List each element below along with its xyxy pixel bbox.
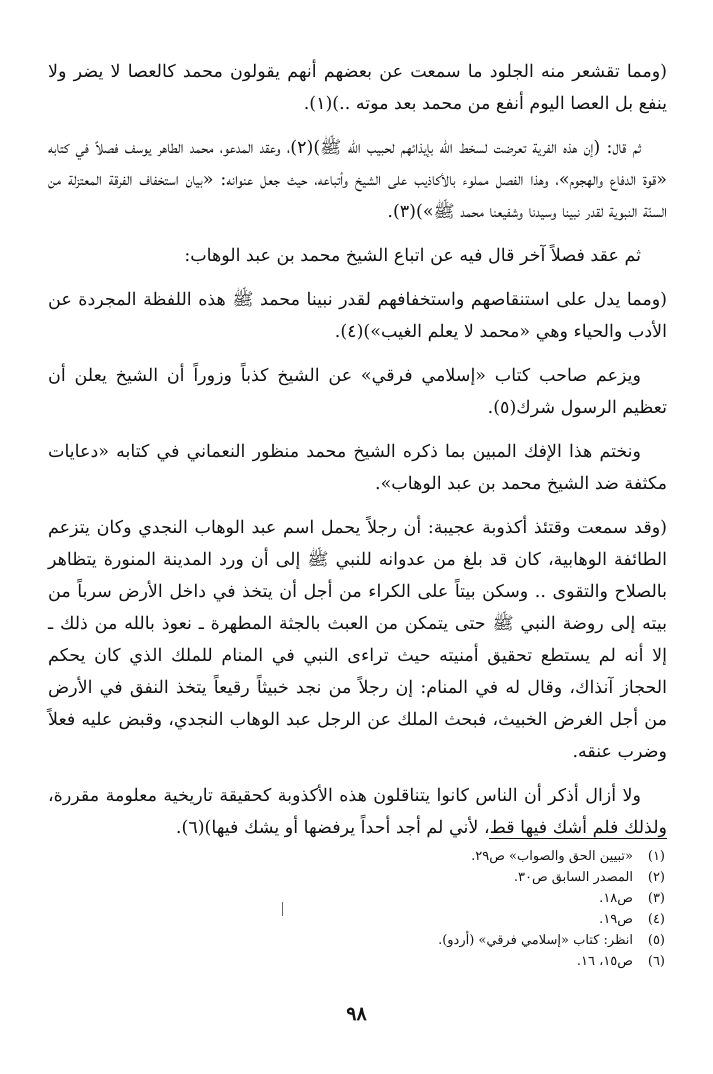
footnote-number: (٢) bbox=[647, 870, 665, 885]
footnote-text: ص١٨. bbox=[599, 891, 633, 906]
paragraph-2: ثم قال: (إن هذه الفرية تعرضت لسخط الله بإيذائهم لحبيب الله ﷺ)(٢)، وعقد المدعو، محمد الطاهر يوسف فصلاً في كتابه «قوة الدفاع والهجوم»، وهذا الفصل مملوء بالأكاذيب على الشيخ وأتباعه، حيث جعل عنوانه: «بيان استخفاف الفرقة المعتزلة من السنّة النبوية لقدر نبينا وسيدنا وشفيعنا محمد ﷺ»)(٣). bbox=[48, 138, 667, 222]
footnote-item bbox=[200, 951, 665, 972]
scan-artifact bbox=[282, 902, 283, 916]
footnote-item bbox=[200, 888, 665, 909]
footnote-number: (١) bbox=[647, 849, 665, 864]
footnote-number: (٥) bbox=[647, 933, 665, 948]
paragraph-8: ولا أزال أذكر أن الناس كانوا يتناقلون هذه الأكذوبة كحقيقة تاريخية معلومة مقررة، ولذلك فلم أشك فيها قط، لأني لم أجد أحداً يرفضها أو يشك فيها)(٦). bbox=[48, 786, 667, 838]
paragraph-4: (ومما يدل على استنقاصهم واستخفافهم لقدر نبينا محمد ﷺ هذه اللفظة المجردة عن الأدب والحياء وهي «محمد لا يعلم الغيب»)(٤). bbox=[48, 290, 667, 342]
footnote-number: (٦) bbox=[647, 954, 665, 969]
footnote-item bbox=[200, 930, 665, 951]
paragraph-3: ثم عقد فصلاً آخر قال فيه عن اتباع الشيخ محمد بن عبد الوهاب: bbox=[184, 246, 641, 266]
footnote-item bbox=[200, 846, 665, 867]
footnote-number: (٤) bbox=[647, 912, 665, 927]
page-number: ٩٨ bbox=[346, 1003, 367, 1025]
footnote-item bbox=[200, 867, 665, 888]
footnote-item bbox=[200, 909, 665, 930]
paragraph-6: ونختم هذا الإفك المبين بما ذكره الشيخ محمد منظور النعماني في كتابه «دعايات مكثفة ضد الشيخ محمد بن عبد الوهاب». bbox=[48, 442, 667, 494]
paragraph-7: (وقد سمعت وقتئذ أكذوبة عجيبة: أن رجلاً يحمل اسم عبد الوهاب النجدي وكان يتزعم الطائفة الوهابية، كان قد بلغ من عدوانه للنبي ﷺ إلى أن ورد المدينة المنورة يتظاهر بالصلاح والتقوى .. وسكن بيتاً على الكراء من أجل أن يتخذ في داخل الأرض سرباً من بيته إلى روضة النبي ﷺ حتى يتمكن من العبث بالجثة المطهرة ـ نعوذ بالله من ذلك ـ إلا أنه لم يستطع تحقيق أمنيته حيث تراءى النبي في المنام للملك الذي كان يحكم الحجاز آنذاك، وقال له في المنام: إن رجلاً من نجد خبيثاً رقيعاً يتخذ النفق في الأرض من أجل الغرض الخبيث، فبحث الملك عن الرجل عبد الوهاب النجدي، وقبض عليه فعلاً وضرب عنقه. bbox=[48, 518, 667, 762]
footnote-divider bbox=[489, 838, 667, 839]
footnotes-list bbox=[200, 846, 665, 972]
footnote-text: «تبيين الحق والصواب» ص٢٩. bbox=[471, 849, 633, 864]
footnote-text: المصدر السابق ص٣٠. bbox=[513, 870, 633, 885]
footnote-text: ص١٥، ١٦. bbox=[576, 954, 633, 969]
footnote-number: (٣) bbox=[647, 891, 665, 906]
paragraph-1: (ومما تقشعر منه الجلود ما سمعت عن بعضهم أنهم يقولون محمد كالعصا لا يضر ولا ينفع بل العصا اليوم أنفع من محمد بعد موته ..)(١). bbox=[48, 62, 667, 114]
footnote-text: ص١٩. bbox=[599, 912, 633, 927]
paragraph-5: ويزعم صاحب كتاب «إسلامي فرقي» عن الشيخ كذباً وزوراً أن الشيخ يعلن أن تعظيم الرسول شرك(٥). bbox=[48, 366, 667, 418]
main-text bbox=[48, 56, 667, 856]
footnote-text: انظر: كتاب «إسلامي فرقي» (أردو). bbox=[438, 933, 633, 948]
